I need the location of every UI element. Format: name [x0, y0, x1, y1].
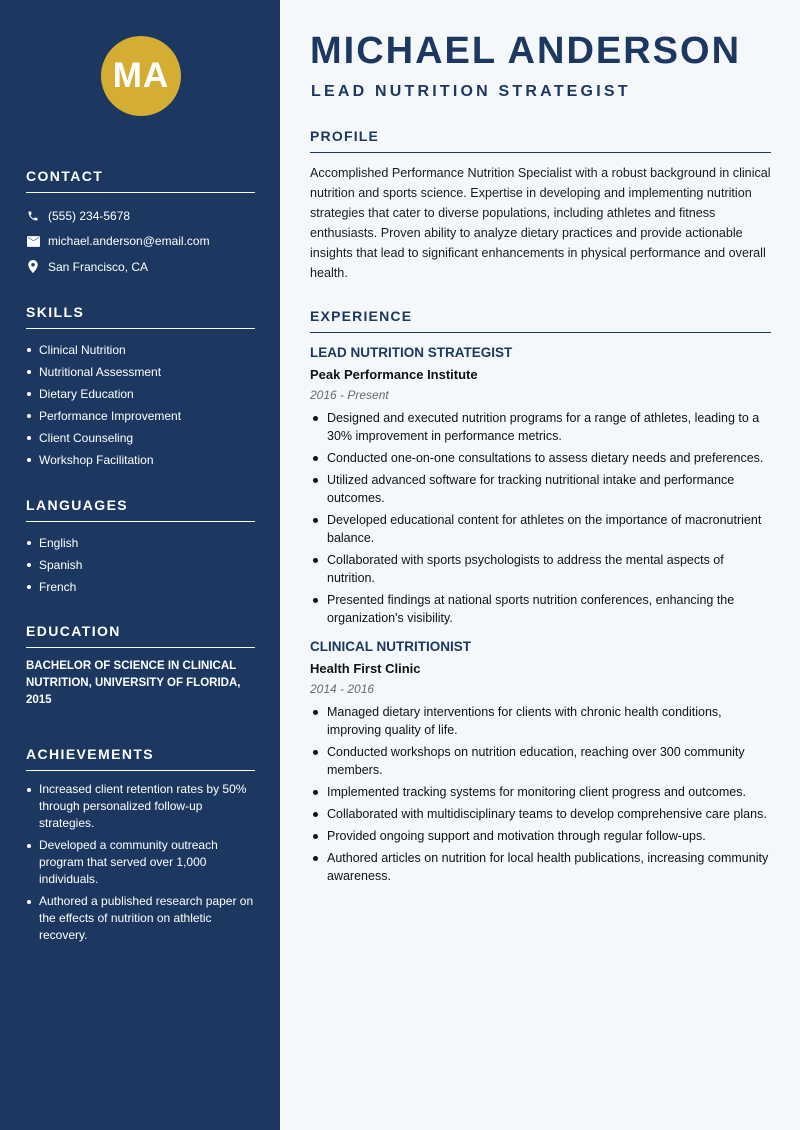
main-content [280, 0, 800, 1130]
education-heading: EDUCATION [26, 623, 255, 648]
contact-phone-row [26, 203, 255, 229]
job-bullet: Collaborated with multidisciplinary teams to develop comprehensive care plans. [310, 805, 771, 823]
education-degree: BACHELOR OF SCIENCE IN CLINICAL NUTRITION, UNIVERSITY OF FLORIDA, 2015 [26, 660, 241, 706]
avatar-initials: MA [112, 56, 170, 95]
contact-location: San Francisco, CA [48, 259, 149, 274]
contact-email-row [26, 229, 255, 255]
contact-section [26, 168, 255, 280]
job-bullet: Developed educational content for athletes on the importance of macronutrient balance. [310, 511, 771, 547]
experience-heading: EXPERIENCE [310, 308, 771, 333]
email-icon [26, 234, 40, 248]
contact-email[interactable]: michael.anderson@email.com [48, 234, 210, 249]
skills-section [26, 304, 255, 471]
skill-item: Performance Improvement [26, 405, 255, 427]
contact-heading: CONTACT [26, 168, 255, 193]
job-bullet: Designed and executed nutrition programs for a range of athletes, leading to a 30% improvement in performance metrics. [310, 409, 771, 445]
job-bullet: Conducted workshops on nutrition education, reaching over 300 community members. [310, 743, 771, 779]
skills-heading: SKILLS [26, 304, 255, 329]
job-bullet: Authored articles on nutrition for local health publications, increasing community awareness. [310, 849, 771, 885]
skill-item: Workshop Facilitation [26, 449, 255, 471]
skills-list [26, 339, 255, 471]
achievement-item: Increased client retention rates by 50% through personalized follow-up strategies. [26, 781, 255, 832]
languages-section [26, 497, 255, 598]
job-bullets [310, 409, 771, 627]
job-bullet: Managed dietary interventions for clients with chronic health conditions, improving quality of life. [310, 703, 771, 739]
profile-section [310, 128, 771, 283]
job-dates: 2014 - 2016 [310, 682, 375, 696]
job-entry [310, 639, 771, 885]
candidate-title: LEAD NUTRITION STRATEGIST [311, 83, 631, 100]
job-company: Health First Clinic [310, 661, 421, 676]
avatar [101, 36, 181, 116]
job-title: CLINICAL NUTRITIONIST [310, 639, 471, 654]
skill-item: Nutritional Assessment [26, 361, 255, 383]
profile-text: Accomplished Performance Nutrition Specialist with a robust background in clinical nutrition and sports science. Expertise in developing and implementing nutrition strategies that cater to diverse populations, including athletes and fitness enthusiasts. Proven ability to analyze dietary practices and provide actionable insights that lead to significant enhancements in physical performance and overall health. [310, 166, 771, 280]
job-bullets [310, 703, 771, 885]
contact-phone[interactable]: (555) 234-5678 [48, 208, 131, 223]
job-dates: 2016 - Present [310, 388, 389, 402]
achievements-list [26, 781, 255, 944]
language-item: English [26, 532, 255, 554]
achievements-section [26, 746, 255, 949]
achievement-item: Developed a community outreach program that served over 1,000 individuals. [26, 837, 255, 888]
sidebar [0, 0, 280, 1130]
achievements-heading: ACHIEVEMENTS [26, 746, 255, 771]
job-bullet: Conducted one-on-one consultations to assess dietary needs and preferences. [310, 449, 771, 467]
phone-icon [26, 209, 40, 223]
skill-item: Dietary Education [26, 383, 255, 405]
candidate-name: MICHAEL ANDERSON [310, 30, 742, 72]
job-company: Peak Performance Institute [310, 367, 478, 382]
job-title: LEAD NUTRITION STRATEGIST [310, 345, 513, 360]
languages-heading: LANGUAGES [26, 497, 255, 522]
languages-list [26, 532, 255, 598]
language-item: Spanish [26, 554, 255, 576]
job-bullet: Provided ongoing support and motivation through regular follow-ups. [310, 827, 771, 845]
achievement-item: Authored a published research paper on the effects of nutrition on athletic recovery. [26, 893, 255, 944]
education-section [26, 623, 255, 709]
location-pin-icon [26, 260, 40, 274]
profile-heading: PROFILE [310, 128, 771, 153]
job-bullet: Utilized advanced software for tracking nutritional intake and performance outcomes. [310, 471, 771, 507]
job-bullet: Collaborated with sports psychologists to address the mental aspects of nutrition. [310, 551, 771, 587]
experience-section [310, 308, 771, 889]
job-bullet: Presented findings at national sports nutrition conferences, enhancing the organization's visibility. [310, 591, 771, 627]
job-entry [310, 345, 771, 627]
contact-location-row [26, 254, 255, 280]
skill-item: Clinical Nutrition [26, 339, 255, 361]
language-item: French [26, 576, 255, 598]
skill-item: Client Counseling [26, 427, 255, 449]
job-bullet: Implemented tracking systems for monitoring client progress and outcomes. [310, 783, 771, 801]
